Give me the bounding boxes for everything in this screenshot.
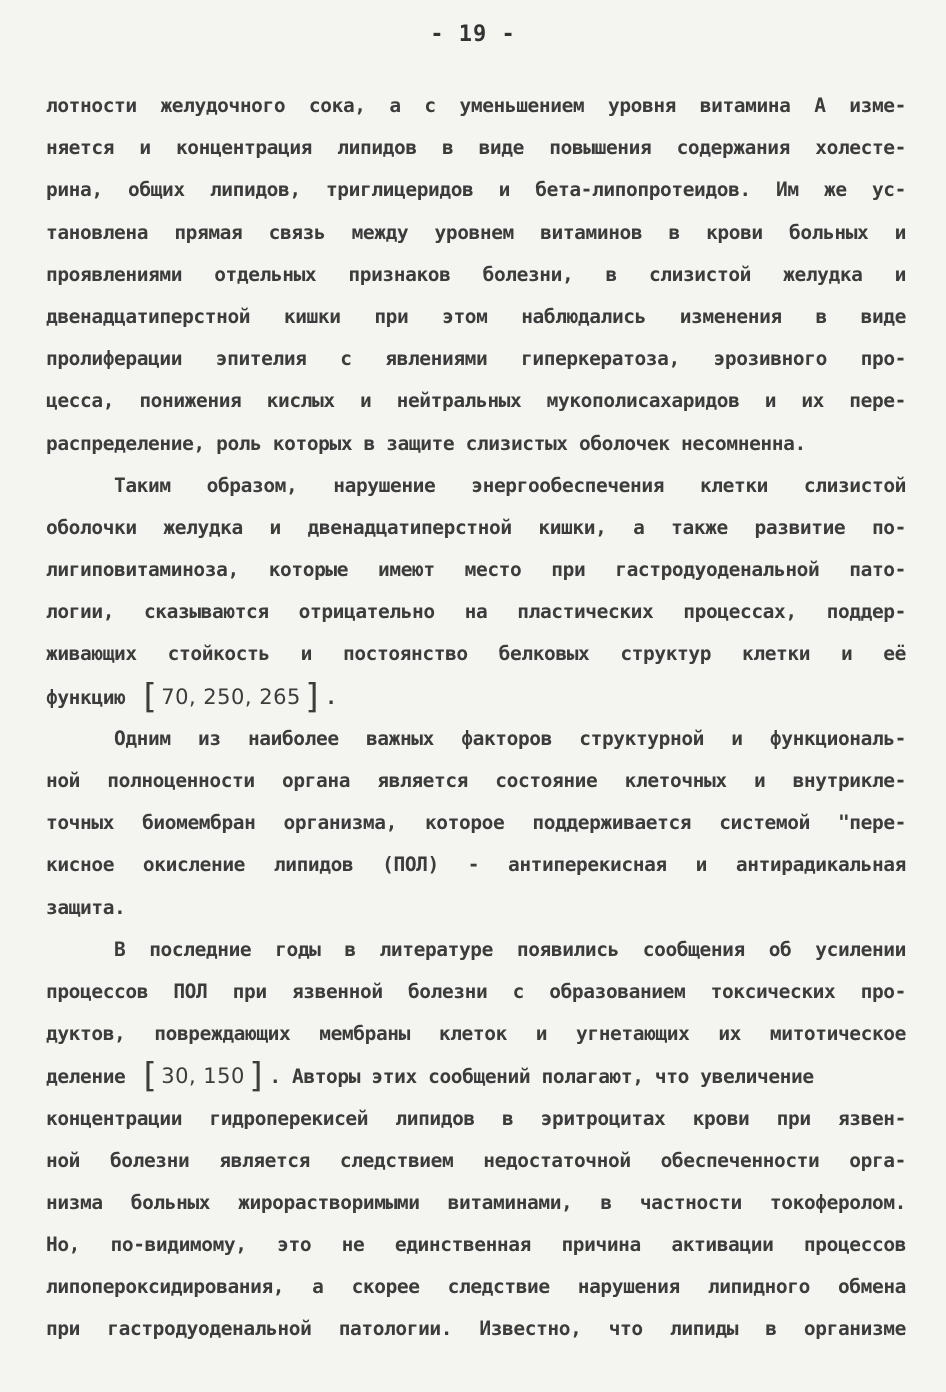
text-line-content: живающих стойкость и постоянство белковых структур клетки и её bbox=[46, 642, 906, 666]
text-line bbox=[46, 549, 906, 591]
page-number: - 19 - bbox=[430, 22, 516, 47]
text-line-content: точных биомембран организма, которое поддерживается системой "пере- bbox=[46, 811, 906, 835]
text-line bbox=[46, 1266, 906, 1308]
open-bracket: [ bbox=[138, 676, 160, 717]
text-line bbox=[46, 85, 906, 127]
text-line-content: функцию bbox=[46, 685, 126, 709]
text-line-content: ной болезни является следствием недостаточной обеспеченности орга- bbox=[46, 1148, 906, 1172]
text-line bbox=[46, 1182, 906, 1224]
text-line bbox=[46, 1098, 906, 1140]
text-line bbox=[46, 380, 906, 422]
text-line-content: Но, по-видимому, это не единственная причина активации процессов bbox=[46, 1233, 906, 1257]
text-line-content: ной полноценности органа является состояние клеточных и внутрикле- bbox=[46, 769, 906, 792]
text-line-continuation: . bbox=[325, 685, 337, 709]
text-line-content: проявлениями отдельных признаков болезни, в слизистой желудка и bbox=[46, 262, 906, 286]
citation-references: 30, 150 bbox=[161, 1064, 245, 1089]
text-line-content: концентрации гидроперекисей липидов в эритроцитах крови при язвен- bbox=[46, 1106, 906, 1130]
text-line-content: Таким образом, нарушение энергообеспечения клетки слизистой bbox=[114, 473, 906, 497]
text-line-content: Одним из наиболее важных факторов структурной и функциональ- bbox=[114, 726, 906, 750]
text-line bbox=[46, 591, 906, 633]
body-text bbox=[46, 85, 906, 1351]
text-line bbox=[46, 127, 906, 169]
text-line-content: процессов ПОЛ при язвенной болезни с образованием токсических про- bbox=[46, 979, 906, 1003]
text-line-content: распределение, роль которых в защите слизистых оболочек несомненна. bbox=[46, 431, 806, 455]
text-line bbox=[46, 507, 906, 549]
text-line bbox=[46, 1055, 906, 1097]
text-line-content: кисное окисление липидов (ПОЛ) - антиперекисная и антирадикальная bbox=[46, 853, 906, 877]
text-line-content: оболочки желудка и двенадцатиперстной кишки, а также развитие по- bbox=[46, 515, 906, 539]
text-line-content: В последние годы в литературе появились сообщения об усилении bbox=[114, 937, 906, 961]
text-line-content: липопероксидирования, а скорее следствие нарушения липидного обмена bbox=[46, 1275, 906, 1299]
text-line-content: тановлена прямая связь между уровнем витаминов в крови больных и bbox=[46, 220, 906, 244]
text-line-content: няется и концентрация липидов в виде повышения содержания холесте- bbox=[46, 136, 906, 160]
text-line bbox=[46, 169, 906, 211]
text-line bbox=[46, 1224, 906, 1266]
text-line-content: логии, сказываются отрицательно на пластических процессах, поддер- bbox=[46, 600, 906, 624]
text-line bbox=[46, 718, 906, 760]
text-line bbox=[46, 465, 906, 507]
text-line bbox=[46, 423, 906, 465]
text-line bbox=[46, 802, 906, 844]
text-line bbox=[46, 338, 906, 380]
text-line-content: дуктов, повреждающих мембраны клеток и угнетающих их митотическое bbox=[46, 1022, 906, 1046]
open-bracket: [ bbox=[138, 1056, 160, 1097]
text-line bbox=[46, 1140, 906, 1182]
text-line-content: двенадцатиперстной кишки при этом наблюдались изменения в виде bbox=[46, 304, 906, 328]
text-line-content: лотности желудочного сока, а с уменьшением уровня витамина А изме- bbox=[46, 94, 906, 117]
text-line-content: пролиферации эпителия с явлениями гиперкератоза, эрозивного про- bbox=[46, 347, 906, 371]
text-line-content: при гастродуоденальной патологии. Известно, что липиды в организме bbox=[46, 1317, 906, 1341]
text-line bbox=[46, 887, 906, 929]
text-line bbox=[46, 844, 906, 886]
text-line-content: деление bbox=[46, 1065, 126, 1089]
text-line-content: низма больных жирорастворимыми витаминами, в частности токоферолом. bbox=[46, 1190, 906, 1214]
text-line bbox=[46, 633, 906, 675]
citation-references: 70, 250, 265 bbox=[161, 684, 301, 709]
text-line bbox=[46, 212, 906, 254]
text-line bbox=[46, 929, 906, 971]
close-bracket: ] bbox=[302, 676, 324, 717]
text-line-content: цесса, понижения кислых и нейтральных мукополисахаридов и их пере- bbox=[46, 389, 906, 413]
text-line-content: рина, общих липидов, триглицеридов и бета-липопротеидов. Им же ус- bbox=[46, 178, 906, 202]
text-line bbox=[46, 296, 906, 338]
text-line bbox=[46, 1308, 906, 1350]
text-line-continuation: . Авторы этих сообщений полагают, что увеличение bbox=[269, 1065, 814, 1089]
close-bracket: ] bbox=[246, 1056, 268, 1097]
text-line bbox=[46, 971, 906, 1013]
text-line-content: лигиповитаминоза, которые имеют место при гастродуоденальной пато- bbox=[46, 558, 906, 582]
text-line bbox=[46, 676, 906, 718]
text-line-content: защита. bbox=[46, 895, 126, 919]
text-line bbox=[46, 254, 906, 296]
text-line bbox=[46, 760, 906, 802]
text-line bbox=[46, 1013, 906, 1055]
